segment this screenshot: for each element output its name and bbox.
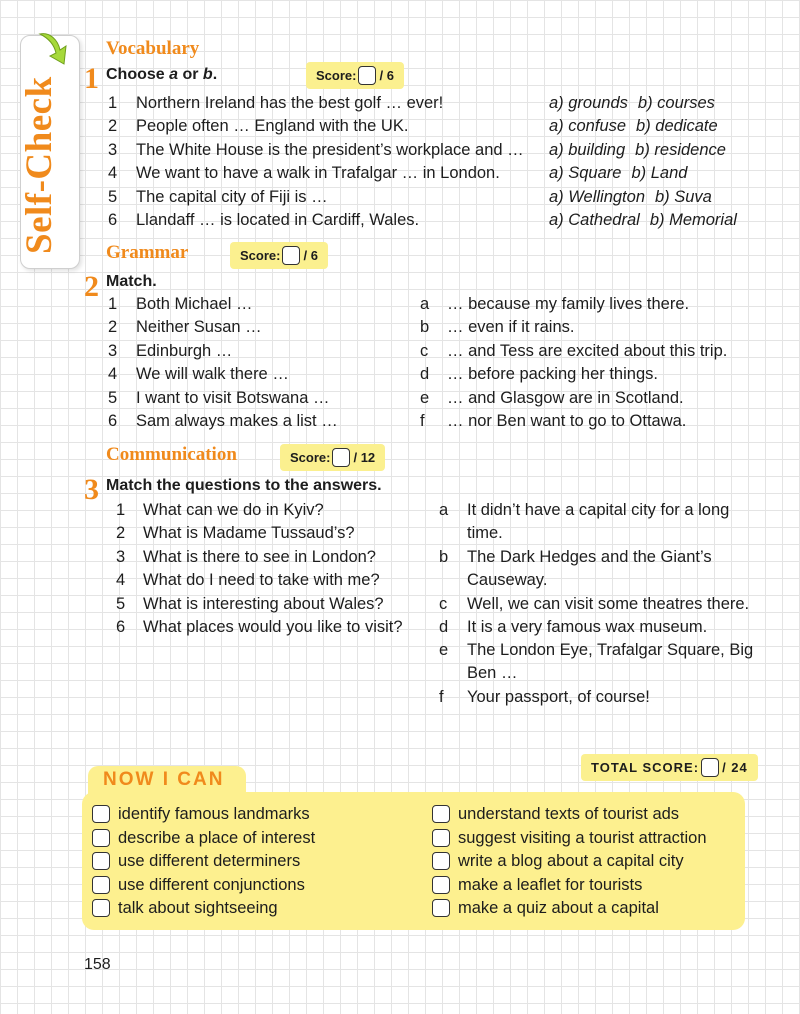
item-text: … nor Ben want to go to Ottawa. [447, 412, 687, 430]
option-b[interactable]: b) dedicate [636, 117, 718, 136]
item-number: 2 [108, 318, 118, 337]
item-number: 6 [108, 211, 118, 229]
can-do-text: use different determiners [118, 852, 301, 871]
section-2-number: 2 [84, 270, 99, 303]
item-number: 4 [108, 164, 118, 183]
item-text: Sam always makes a list … [136, 412, 338, 430]
grammar-score: Score: / 6 [230, 242, 328, 269]
item-letter: d [420, 365, 430, 384]
item-text: People often … England with the UK. [136, 117, 409, 136]
item-text: … because my family lives there. [447, 295, 690, 313]
can-do-text: talk about sightseeing [118, 899, 278, 918]
item-number: 4 [108, 365, 118, 384]
answer-item [439, 546, 759, 592]
item-text: What is interesting about Wales? [143, 594, 384, 613]
section-3-number: 3 [84, 473, 99, 506]
item-letter: c [420, 341, 429, 360]
item-number: 6 [116, 618, 126, 636]
option-b[interactable]: b) Suva [655, 187, 712, 206]
item-letter: f [420, 412, 425, 430]
item-number: 1 [108, 295, 118, 313]
checkbox[interactable] [432, 829, 450, 847]
can-do-text: write a blog about a capital city [458, 852, 684, 871]
item-text: Llandaff … is located in Cardiff, Wales. [136, 211, 420, 229]
grammar-instruction: Match. [106, 273, 157, 290]
item-text: It didn’t have a capital city for a long time. [467, 501, 730, 542]
communication-instruction: Match the questions to the answers. [106, 477, 382, 494]
can-do-text: identify famous landmarks [118, 805, 310, 823]
answer-item [439, 686, 759, 709]
can-do-text: make a leaflet for tourists [458, 875, 643, 894]
option-a[interactable]: a) Square [549, 164, 622, 183]
checkbox[interactable] [92, 829, 110, 847]
item-number: 2 [116, 524, 126, 543]
arrow-icon [36, 30, 76, 70]
grammar-title: Grammar [106, 242, 189, 263]
item-text: What places would you like to visit? [143, 618, 403, 636]
checkbox[interactable] [432, 852, 450, 870]
score-box[interactable] [332, 448, 350, 467]
item-text: What is there to see in London? [143, 547, 376, 566]
can-do-text: use different conjunctions [118, 875, 305, 894]
item-text: Neither Susan … [136, 318, 262, 337]
checkbox[interactable] [92, 876, 110, 894]
option-b[interactable]: b) Memorial [649, 211, 737, 229]
item-text: What can we do in Kyiv? [143, 501, 324, 519]
item-letter: a [439, 501, 449, 519]
item-text: It is a very famous wax museum. [467, 618, 708, 636]
item-text: I want to visit Botswana … [136, 388, 330, 407]
item-text: We want to have a walk in Trafalgar … in London. [136, 164, 500, 183]
option-b[interactable]: b) Land [631, 164, 688, 183]
item-text: … before packing her things. [447, 365, 658, 384]
checkbox[interactable] [92, 852, 110, 870]
item-text: Northern Ireland has the best golf … ever! [136, 94, 444, 112]
option-a[interactable]: a) Cathedral [549, 211, 640, 229]
checkbox[interactable] [432, 876, 450, 894]
item-number: 5 [108, 388, 118, 407]
option-a[interactable]: a) Wellington [549, 187, 645, 206]
self-check-label: Self-Check [19, 76, 60, 254]
vocabulary-instruction: Choose a or b. [106, 66, 218, 83]
item-letter: a [420, 295, 430, 313]
section-1-number: 1 [84, 62, 99, 95]
item-number: 6 [108, 412, 118, 430]
item-text: Well, we can visit some theatres there. [467, 595, 750, 613]
now-i-can-title: NOW I CAN [103, 769, 225, 790]
item-number: 4 [116, 571, 126, 590]
can-do-text: suggest visiting a tourist attraction [458, 828, 707, 847]
can-do-text: make a quiz about a capital [458, 899, 659, 918]
answer-item [439, 639, 759, 685]
item-number: 3 [108, 341, 118, 360]
item-number: 2 [108, 117, 118, 136]
checkbox[interactable] [432, 805, 450, 823]
score-box[interactable] [358, 66, 376, 85]
item-text: Your passport, of course! [467, 688, 650, 706]
item-text: The White House is the president’s workplace and … [136, 140, 524, 159]
option-b[interactable]: b) residence [635, 140, 726, 159]
option-b[interactable]: b) courses [637, 94, 715, 112]
answer-item [439, 616, 759, 639]
answer-item [439, 499, 759, 545]
option-a[interactable]: a) grounds [549, 94, 628, 112]
item-number: 1 [108, 94, 118, 112]
item-letter: f [439, 688, 444, 706]
item-text: We will walk there … [136, 365, 289, 384]
item-text: … and Glasgow are in Scotland. [447, 388, 684, 407]
item-text: The London Eye, Trafalgar Square, Big Ben … [467, 641, 754, 682]
option-a[interactable]: a) confuse [549, 117, 627, 136]
item-letter: e [439, 641, 449, 659]
item-text: What is Madame Tussaud’s? [143, 524, 355, 543]
communication-score: Score: / 12 [280, 444, 385, 471]
can-do-text: understand texts of tourist ads [458, 805, 680, 823]
option-a[interactable]: a) building [549, 140, 626, 159]
item-text: The Dark Hedges and the Giant’s Causeway. [467, 548, 712, 589]
checkbox[interactable] [432, 899, 450, 917]
page-number: 158 [84, 956, 111, 973]
item-number: 5 [108, 187, 118, 206]
item-text: … and Tess are excited about this trip. [447, 341, 728, 360]
checkbox[interactable] [92, 805, 110, 823]
item-text: … even if it rains. [447, 318, 575, 337]
item-letter: c [439, 595, 448, 613]
checkbox[interactable] [92, 899, 110, 917]
item-letter: d [439, 618, 449, 636]
item-text: Both Michael … [136, 295, 253, 313]
total-score: TOTAL SCORE: / 24 [581, 754, 758, 781]
communication-title: Communication [106, 444, 237, 465]
vocabulary-title: Vocabulary [106, 38, 200, 59]
item-text: Edinburgh … [136, 341, 233, 360]
answer-item [439, 593, 759, 616]
item-letter: b [420, 318, 430, 337]
vocabulary-score: Score: / 6 [306, 62, 404, 89]
item-text: What do I need to take with me? [143, 571, 380, 590]
item-letter: e [420, 388, 430, 407]
can-do-text: describe a place of interest [118, 828, 316, 847]
item-number: 5 [116, 594, 126, 613]
score-box[interactable] [282, 246, 300, 265]
item-number: 3 [116, 547, 126, 566]
item-number: 3 [108, 140, 118, 159]
item-number: 1 [116, 501, 126, 519]
total-score-box[interactable] [701, 758, 719, 777]
item-letter: b [439, 548, 449, 566]
item-text: The capital city of Fiji is … [136, 187, 328, 206]
